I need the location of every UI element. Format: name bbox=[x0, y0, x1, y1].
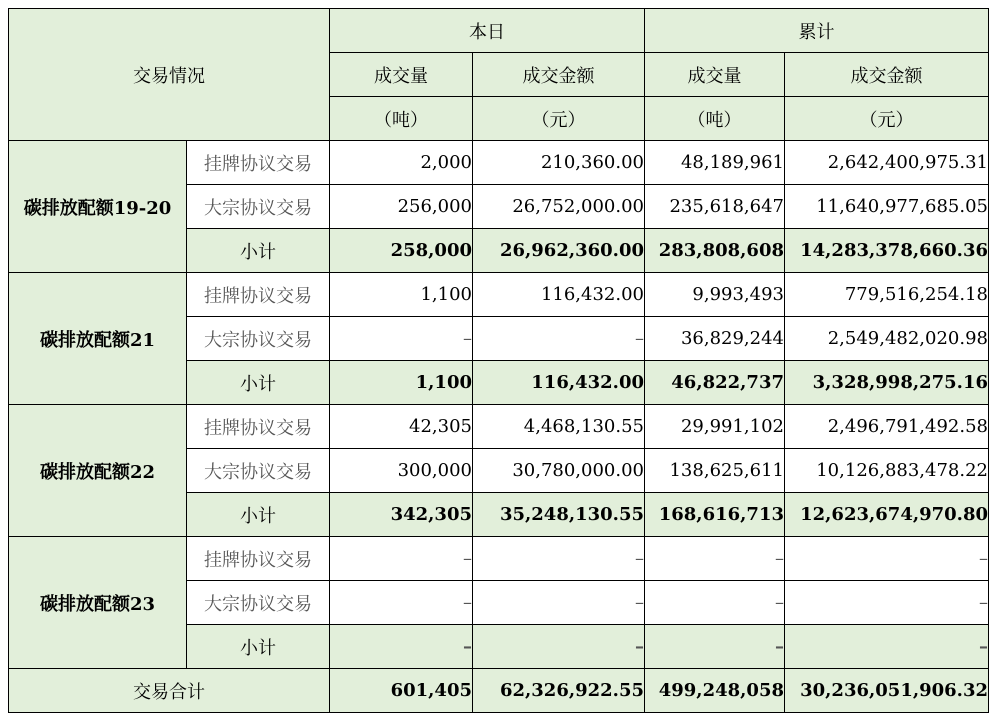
table-row bbox=[9, 141, 989, 185]
cell-today-volume: 256,000 bbox=[330, 185, 473, 229]
table-row bbox=[9, 405, 989, 449]
header-row-label: 交易情况 bbox=[9, 9, 330, 141]
cell-today-amount: 4,468,130.55 bbox=[473, 405, 645, 449]
cell-cum-amount: 11,640,977,685.05 bbox=[785, 185, 989, 229]
subtotal-label: 小计 bbox=[187, 361, 330, 405]
group-name: 碳排放配额22 bbox=[9, 405, 187, 537]
cell-today-volume: 342,305 bbox=[330, 493, 473, 537]
cell-cum-volume: 138,625,611 bbox=[645, 449, 785, 493]
subtotal-label: 小计 bbox=[187, 493, 330, 537]
subtotal-label: 小计 bbox=[187, 229, 330, 273]
cell-today-amount: 30,780,000.00 bbox=[473, 449, 645, 493]
cell-cum-volume: 36,829,244 bbox=[645, 317, 785, 361]
cell-cum-volume: 235,618,647 bbox=[645, 185, 785, 229]
header-today-volume-unit: （吨） bbox=[330, 97, 473, 141]
cell-today-amount: 116,432.00 bbox=[473, 273, 645, 317]
cell-today-amount: 116,432.00 bbox=[473, 361, 645, 405]
cell-cum-volume: 9,993,493 bbox=[645, 273, 785, 317]
cell-today-amount: 26,752,000.00 bbox=[473, 185, 645, 229]
cell-cum-volume: 168,616,713 bbox=[645, 493, 785, 537]
total-cum-volume: 499,248,058 bbox=[645, 669, 785, 713]
cell-today-amount: – bbox=[473, 537, 645, 581]
cell-cum-amount: – bbox=[785, 581, 989, 625]
total-today-amount: 62,326,922.55 bbox=[473, 669, 645, 713]
cell-cum-amount: 779,516,254.18 bbox=[785, 273, 989, 317]
cell-today-amount: – bbox=[473, 581, 645, 625]
table-row bbox=[9, 537, 989, 581]
cell-cum-volume: – bbox=[645, 625, 785, 669]
subtotal-label: 小计 bbox=[187, 625, 330, 669]
cell-cum-amount: 10,126,883,478.22 bbox=[785, 449, 989, 493]
trade-type: 大宗协议交易 bbox=[187, 449, 330, 493]
cell-today-volume: 42,305 bbox=[330, 405, 473, 449]
total-label: 交易合计 bbox=[9, 669, 330, 713]
cell-today-volume: 300,000 bbox=[330, 449, 473, 493]
group-name: 碳排放配额23 bbox=[9, 537, 187, 669]
total-cum-amount: 30,236,051,906.32 bbox=[785, 669, 989, 713]
cell-today-amount: – bbox=[473, 317, 645, 361]
cell-cum-amount: 12,623,674,970.80 bbox=[785, 493, 989, 537]
cell-cum-volume: 46,822,737 bbox=[645, 361, 785, 405]
cell-today-volume: 1,100 bbox=[330, 361, 473, 405]
header-row-1 bbox=[9, 9, 989, 53]
cell-today-amount: 26,962,360.00 bbox=[473, 229, 645, 273]
group-name: 碳排放配额21 bbox=[9, 273, 187, 405]
cell-today-volume: – bbox=[330, 317, 473, 361]
trade-summary-table bbox=[8, 8, 989, 713]
cell-cum-volume: – bbox=[645, 581, 785, 625]
header-cum-amount: 成交金额 bbox=[785, 53, 989, 97]
cell-cum-volume: 48,189,961 bbox=[645, 141, 785, 185]
trade-type: 大宗协议交易 bbox=[187, 581, 330, 625]
cell-today-amount: 35,248,130.55 bbox=[473, 493, 645, 537]
trade-type: 挂牌协议交易 bbox=[187, 141, 330, 185]
cell-today-volume: – bbox=[330, 581, 473, 625]
header-cum-volume-unit: （吨） bbox=[645, 97, 785, 141]
cell-today-amount: – bbox=[473, 625, 645, 669]
trade-type: 挂牌协议交易 bbox=[187, 405, 330, 449]
header-today: 本日 bbox=[330, 9, 645, 53]
header-today-amount-unit: （元） bbox=[473, 97, 645, 141]
cell-today-volume: – bbox=[330, 537, 473, 581]
header-cum-volume: 成交量 bbox=[645, 53, 785, 97]
header-cum-amount-unit: （元） bbox=[785, 97, 989, 141]
cell-cum-amount: 2,549,482,020.98 bbox=[785, 317, 989, 361]
cell-cum-amount: 14,283,378,660.36 bbox=[785, 229, 989, 273]
cell-today-volume: 1,100 bbox=[330, 273, 473, 317]
header-cumulative: 累计 bbox=[645, 9, 989, 53]
cell-cum-amount: 2,496,791,492.58 bbox=[785, 405, 989, 449]
trade-type: 大宗协议交易 bbox=[187, 185, 330, 229]
cell-today-volume: 258,000 bbox=[330, 229, 473, 273]
table-row bbox=[9, 273, 989, 317]
cell-today-amount: 210,360.00 bbox=[473, 141, 645, 185]
trade-type: 挂牌协议交易 bbox=[187, 273, 330, 317]
header-today-volume: 成交量 bbox=[330, 53, 473, 97]
cell-cum-volume: 283,808,608 bbox=[645, 229, 785, 273]
cell-cum-amount: 3,328,998,275.16 bbox=[785, 361, 989, 405]
cell-cum-amount: – bbox=[785, 625, 989, 669]
trade-type: 挂牌协议交易 bbox=[187, 537, 330, 581]
cell-cum-amount: – bbox=[785, 537, 989, 581]
group-name: 碳排放配额19-20 bbox=[9, 141, 187, 273]
cell-today-volume: 2,000 bbox=[330, 141, 473, 185]
trade-type: 大宗协议交易 bbox=[187, 317, 330, 361]
cell-cum-volume: – bbox=[645, 537, 785, 581]
cell-cum-volume: 29,991,102 bbox=[645, 405, 785, 449]
header-today-amount: 成交金额 bbox=[473, 53, 645, 97]
total-today-volume: 601,405 bbox=[330, 669, 473, 713]
cell-today-volume: – bbox=[330, 625, 473, 669]
cell-cum-amount: 2,642,400,975.31 bbox=[785, 141, 989, 185]
total-row bbox=[9, 669, 989, 713]
